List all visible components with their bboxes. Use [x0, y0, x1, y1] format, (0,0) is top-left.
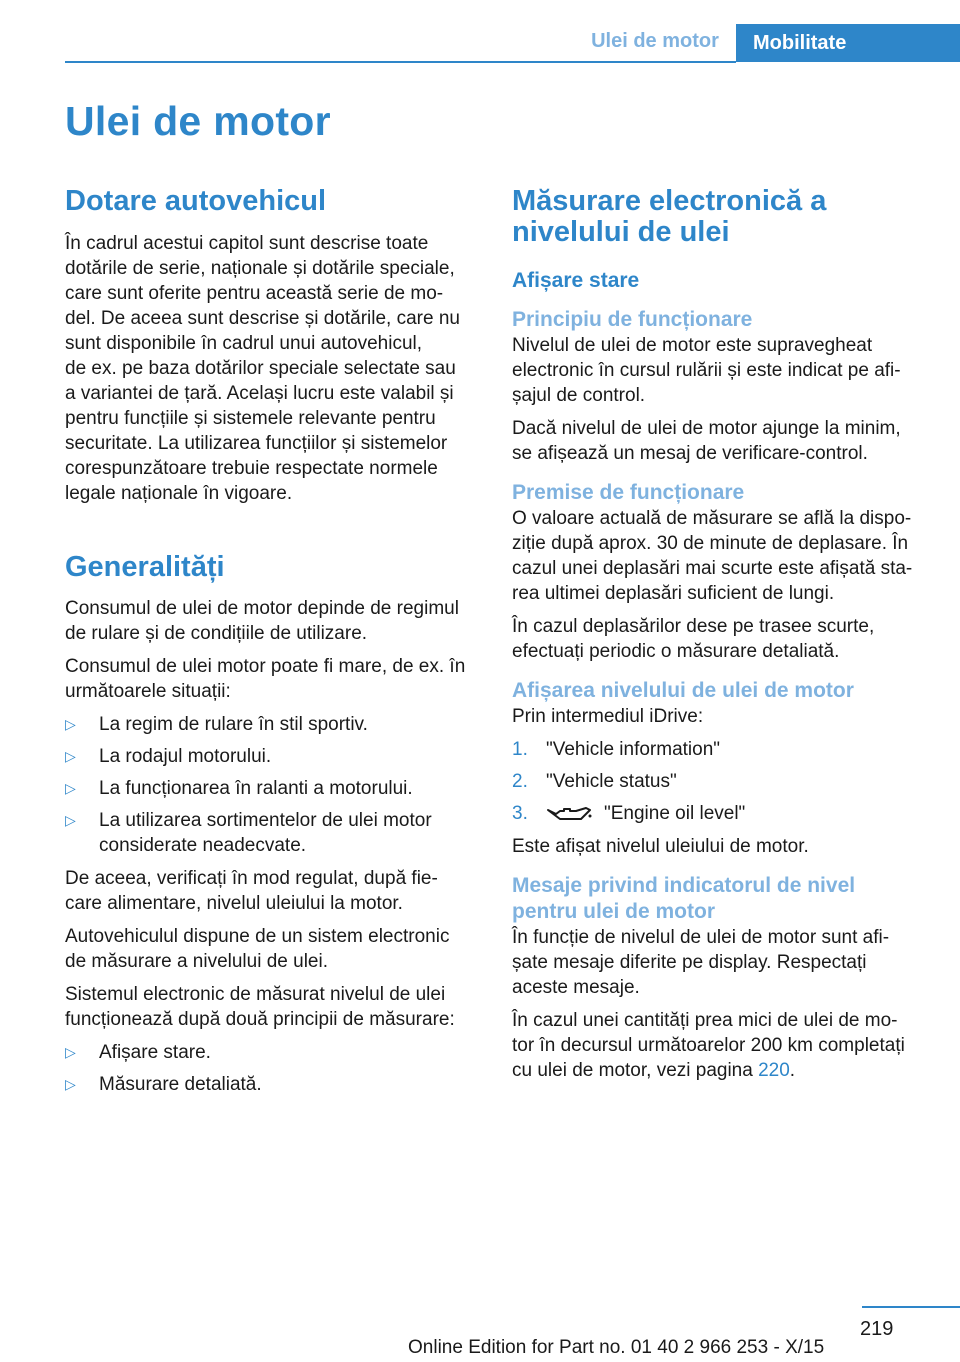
triangle-bullet-icon: ▷	[65, 812, 76, 828]
paragraph-mesaje: În funcție de nivelul de ulei de motor sunt afi‐ șate mesaje diferite pe display. Respectați aceste mesaje.	[512, 927, 890, 998]
heading-mesaje: Mesaje privind indicatorul de nivel pentru ulei de motor	[512, 874, 856, 923]
paragraph-principii: Sistemul electronic de măsurat nivelul de ulei funcționează după două principii de măsurare:	[65, 984, 455, 1030]
heading-afisarea-nivelului: Afișarea nivelului de ulei de motor	[512, 679, 854, 702]
heading-afisare-stare: Afișare stare	[512, 269, 640, 292]
header-section-title: Ulei de motor	[591, 30, 719, 52]
triangle-bullet-icon: ▷	[65, 1076, 76, 1092]
paragraph-afisat: Este afișat nivelul uleiului de motor.	[512, 836, 809, 857]
page-number: 219	[860, 1318, 894, 1340]
right-column	[512, 186, 932, 1083]
triangle-bullet-icon: ▷	[65, 748, 76, 764]
triangle-bullet-icon: ▷	[65, 780, 76, 796]
paragraph-premise: O valoare actuală de măsurare se află la dispo‐ ziție după aprox. 30 de minute de deplasare. În cazul unei deplasări mai scurte este afișată sta‐ rea ultimei deplasări suficient de lungi.	[512, 508, 913, 604]
paragraph-idrive: Prin intermediul iDrive:	[512, 706, 704, 727]
list-item: ▷ La funcționarea în ralanti a motorului.	[65, 778, 413, 799]
heading-dotare: Dotare autovehicul	[65, 185, 327, 217]
list-item: 2. "Vehicle status"	[512, 771, 677, 792]
triangle-bullet-icon: ▷	[65, 716, 76, 732]
list-item: ▷ La rodajul motorului.	[65, 746, 272, 767]
left-column	[65, 186, 485, 1097]
list-item: 3. "Engine oil level"	[512, 803, 746, 824]
list-item: ▷ La regim de rulare în stil sportiv.	[65, 714, 368, 735]
paragraph-principiu: Nivelul de ulei de motor este supravegheat electronic în cursul rulării și este indicat pe afi‐ șajul de control.	[512, 335, 901, 406]
page-link-220[interactable]: 220	[758, 1060, 790, 1081]
triangle-bullet-icon: ▷	[65, 1044, 76, 1060]
paragraph-verificati: De aceea, verificați în mod regulat, după fie‐ care alimentare, nivelul uleiului la motor.	[65, 868, 438, 914]
paragraph-consum: Consumul de ulei de motor depinde de regimul de rulare și de condițiile de utilizare.	[65, 598, 459, 644]
oil-can-icon	[546, 805, 592, 823]
heading-principiu: Principiu de funcționare	[512, 308, 753, 331]
paragraph-completati: În cazul unei cantități prea mici de ulei de mo‐ tor în decursul următoarelor 200 km completați cu ulei de motor, vezi pagina 220.	[512, 1010, 905, 1081]
header-chapter-tab[interactable]: Mobilitate	[736, 24, 960, 62]
header-rule	[65, 61, 736, 63]
paragraph-situatii: Consumul de ulei motor poate fi mare, de ex. în următoarele situații:	[65, 656, 466, 702]
paragraph-minim: Dacă nivelul de ulei de motor ajunge la minim, se afișează un mesaj de verificare-control.	[512, 418, 901, 464]
heading-generalitati: Generalități	[65, 551, 225, 583]
paragraph-dotare: În cadrul acestui capitol sunt descrise toate dotările de serie, naționale și dotările speciale, care sunt oferite pentru această serie de mo‐ del. De aceea sunt descrise și dotările, care nu sunt disponibile în cadrul unui autovehicul, de ex. pe baza dotărilor speciale selectate sau a variantei de țară. Același lucru este valabil și pentru funcțiile și sistemele relevante pentru securitate. La utilizarea funcțiilor și sistemelor corespunzătoare trebuie respectate normele legale naționale în vigoare.	[65, 233, 460, 504]
footer-rule	[862, 1306, 960, 1308]
list-item: ▷ Afișare stare.	[65, 1042, 211, 1063]
list-item: ▷ Măsurare detaliată.	[65, 1074, 262, 1095]
heading-premise: Premise de funcționare	[512, 481, 745, 504]
heading-masurare-electronica: Măsurare electronică a nivelului de ulei	[512, 185, 827, 248]
page-title: Ulei de motor	[65, 98, 331, 144]
paragraph-trasee: În cazul deplasărilor dese pe trasee scurte, efectuați periodic o măsurare detaliată.	[512, 616, 875, 662]
list-item: ▷ La utilizarea sortimentelor de ulei motor considerate neadecvate.	[65, 810, 432, 856]
paragraph-sistem: Autovehiculul dispune de un sistem electronic de măsurare a nivelului de ulei.	[65, 926, 450, 972]
edition-note: Online Edition for Part no. 01 40 2 966 253 - X/15	[408, 1337, 825, 1358]
list-item: 1. "Vehicle information"	[512, 739, 721, 760]
